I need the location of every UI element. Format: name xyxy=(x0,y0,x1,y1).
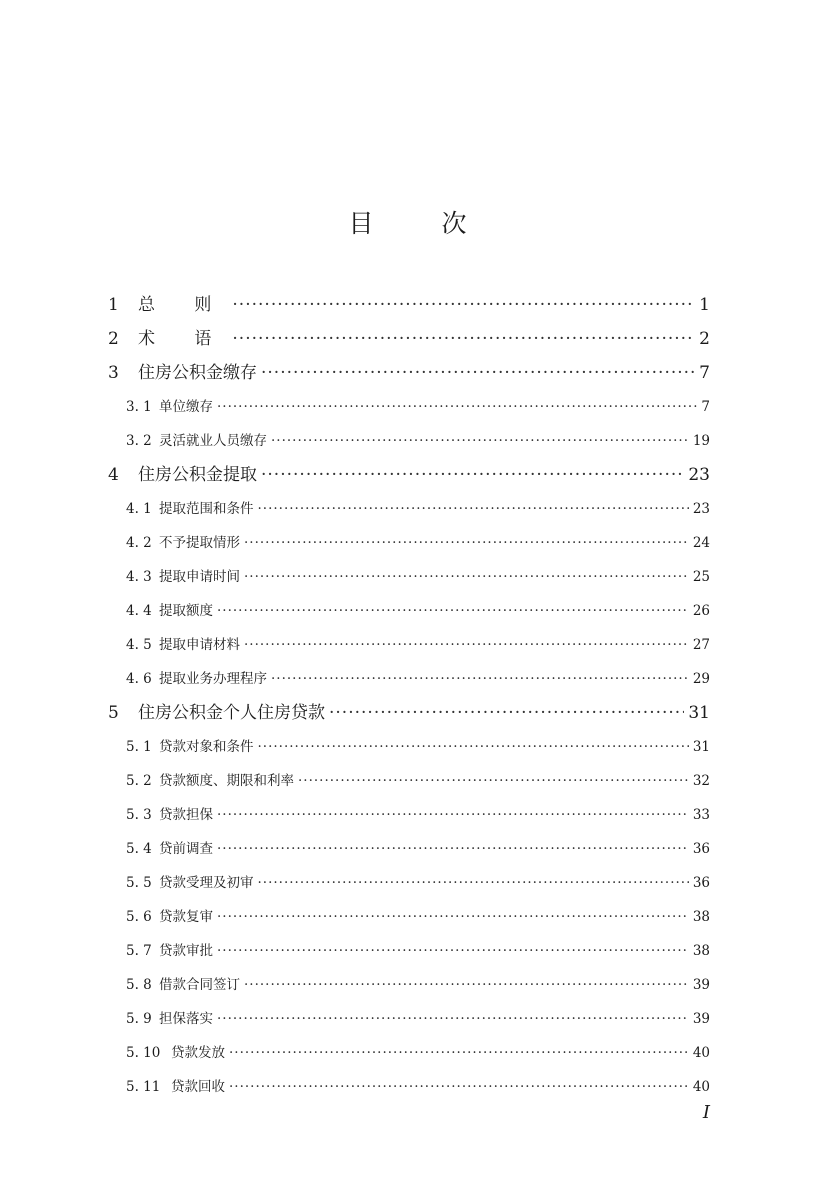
toc-entry[interactable] xyxy=(108,696,710,730)
toc-entry-page-number: 29 xyxy=(692,671,710,687)
toc-dot-leader xyxy=(217,390,697,424)
toc-entry-page-number: 7 xyxy=(701,399,710,415)
toc-entry-page-number: 38 xyxy=(692,943,710,959)
toc-entry[interactable] xyxy=(108,764,710,798)
toc-entry-title: 提取额度 xyxy=(159,603,213,619)
toc-title: 目 次 xyxy=(348,209,497,238)
toc-entry-title: 贷款受理及初审 xyxy=(159,875,254,891)
toc-entry[interactable] xyxy=(108,356,710,390)
toc-entry-page-number: 7 xyxy=(699,363,710,383)
toc-dot-leader xyxy=(244,628,689,662)
toc-entry-number: 5. 6 xyxy=(126,909,152,925)
toc-entry-number: 4. 1 xyxy=(126,501,152,517)
toc-entry-title: 总 则 xyxy=(138,295,229,315)
toc-entry-number: 5. 1 xyxy=(126,739,152,755)
toc-entry-page-number: 31 xyxy=(688,703,710,723)
toc-dot-leader xyxy=(261,356,695,390)
toc-entry-number: 3. 1 xyxy=(126,399,152,415)
toc-dot-leader xyxy=(329,696,684,730)
toc-entry-page-number: 25 xyxy=(692,569,710,585)
toc-entry-number: 1 xyxy=(108,295,119,315)
toc-entry-number: 3. 2 xyxy=(126,433,152,449)
toc-entry-page-number: 32 xyxy=(692,773,710,789)
toc-entry-number: 4. 4 xyxy=(126,603,152,619)
toc-entry[interactable] xyxy=(108,492,710,526)
toc-entry-title: 提取业务办理程序 xyxy=(159,671,267,687)
toc-entry-page-number: 19 xyxy=(692,433,710,449)
toc-dot-leader xyxy=(217,594,689,628)
toc-entry-title: 贷款审批 xyxy=(159,943,213,959)
toc-entry-page-number: 1 xyxy=(699,295,710,315)
toc-dot-leader xyxy=(258,730,689,764)
toc-entry-title: 担保落实 xyxy=(159,1011,213,1027)
toc-entry-number: 5. 2 xyxy=(126,773,152,789)
toc-entry-page-number: 39 xyxy=(692,1011,710,1027)
toc-dot-leader xyxy=(261,458,684,492)
toc-entry[interactable] xyxy=(108,628,710,662)
toc-entry-title: 贷款回收 xyxy=(171,1079,225,1095)
toc-entry[interactable] xyxy=(108,1002,710,1036)
toc-entry-title: 术 语 xyxy=(138,329,229,349)
toc-entry-page-number: 23 xyxy=(688,465,710,485)
page-folio: I xyxy=(702,1102,710,1123)
toc-entry-title: 提取范围和条件 xyxy=(159,501,254,517)
toc-entry-page-number: 39 xyxy=(692,977,710,993)
toc-entry[interactable] xyxy=(108,866,710,900)
toc-entry-title: 灵活就业人员缴存 xyxy=(159,433,267,449)
toc-entry[interactable] xyxy=(108,526,710,560)
toc-entry-number: 4. 3 xyxy=(126,569,152,585)
toc-dot-leader xyxy=(229,1070,689,1104)
toc-dot-leader xyxy=(217,832,689,866)
toc-entry-page-number: 38 xyxy=(692,909,710,925)
toc-entry-page-number: 31 xyxy=(692,739,710,755)
toc-entry-page-number: 24 xyxy=(692,535,710,551)
toc-entry-title: 贷款担保 xyxy=(159,807,213,823)
toc-entry-number: 5. 9 xyxy=(126,1011,152,1027)
toc-entry-number: 5. 3 xyxy=(126,807,152,823)
toc-entry[interactable] xyxy=(108,322,710,356)
toc-dot-leader xyxy=(232,288,695,322)
toc-entry-number: 5. 10 xyxy=(126,1045,161,1061)
toc-entry-page-number: 36 xyxy=(692,875,710,891)
toc-entry[interactable] xyxy=(108,832,710,866)
toc-dot-leader xyxy=(217,1002,689,1036)
toc-entry-page-number: 40 xyxy=(692,1079,710,1095)
toc-entry[interactable] xyxy=(108,968,710,1002)
toc-dot-leader xyxy=(217,934,689,968)
toc-dot-leader xyxy=(298,764,689,798)
toc-entry-page-number: 36 xyxy=(692,841,710,857)
toc-entry-page-number: 26 xyxy=(692,603,710,619)
toc-entry-number: 3 xyxy=(108,363,119,383)
toc-entry-number: 5. 5 xyxy=(126,875,152,891)
toc-entry-title: 不予提取情形 xyxy=(159,535,240,551)
toc-entry-page-number: 2 xyxy=(699,329,710,349)
toc-entry[interactable] xyxy=(108,390,710,424)
toc-dot-leader xyxy=(258,866,689,900)
toc-dot-leader xyxy=(232,322,695,356)
toc-entry-title: 贷款发放 xyxy=(171,1045,225,1061)
toc-entry-title: 住房公积金个人住房贷款 xyxy=(138,703,325,723)
toc-dot-leader xyxy=(244,526,689,560)
toc-entry[interactable] xyxy=(108,662,710,696)
toc-entry-number: 5. 7 xyxy=(126,943,152,959)
toc-entry[interactable] xyxy=(108,458,710,492)
toc-dot-leader xyxy=(217,798,689,832)
toc-entry-number: 5. 11 xyxy=(126,1079,161,1095)
toc-entry-page-number: 27 xyxy=(692,637,710,653)
toc-entry[interactable] xyxy=(108,594,710,628)
toc-entry[interactable] xyxy=(108,560,710,594)
toc-dot-leader xyxy=(244,968,689,1002)
toc-entry[interactable] xyxy=(108,730,710,764)
toc-entry-title: 贷款对象和条件 xyxy=(159,739,254,755)
toc-entry-number: 5. 4 xyxy=(126,841,152,857)
toc-entry-number: 5. 8 xyxy=(126,977,152,993)
toc-entry[interactable] xyxy=(108,424,710,458)
toc-entry-number: 4 xyxy=(108,465,119,485)
toc-dot-leader xyxy=(271,424,689,458)
toc-entry-page-number: 23 xyxy=(692,501,710,517)
toc-entry-title: 住房公积金缴存 xyxy=(138,363,257,383)
toc-entry-page-number: 40 xyxy=(692,1045,710,1061)
toc-entry-page-number: 33 xyxy=(692,807,710,823)
toc-entry-number: 4. 5 xyxy=(126,637,152,653)
toc-entry[interactable] xyxy=(108,288,710,322)
toc-entry-title: 借款合同签订 xyxy=(159,977,240,993)
toc-entry[interactable] xyxy=(108,1036,710,1070)
toc-entry-title: 单位缴存 xyxy=(159,399,213,415)
toc-entry-title: 贷前调查 xyxy=(159,841,213,857)
toc-entry-title: 提取申请时间 xyxy=(159,569,240,585)
toc-dot-leader xyxy=(244,560,689,594)
toc-entry-number: 4. 2 xyxy=(126,535,152,551)
toc-entry-title: 住房公积金提取 xyxy=(138,465,257,485)
toc-entry-number: 5 xyxy=(108,703,119,723)
toc-entry-title: 贷款额度、期限和利率 xyxy=(159,773,294,789)
toc-dot-leader xyxy=(217,900,689,934)
toc-entry-number: 4. 6 xyxy=(126,671,152,687)
toc-entry[interactable] xyxy=(108,900,710,934)
toc-dot-leader xyxy=(258,492,689,526)
toc-entry[interactable] xyxy=(108,1070,710,1104)
toc-entry-number: 2 xyxy=(108,329,119,349)
toc-entry-title: 提取申请材料 xyxy=(159,637,240,653)
toc-dot-leader xyxy=(229,1036,689,1070)
toc-entry[interactable] xyxy=(108,798,710,832)
toc-dot-leader xyxy=(271,662,689,696)
toc-entry[interactable] xyxy=(108,934,710,968)
toc-entry-title: 贷款复审 xyxy=(159,909,213,925)
toc-list xyxy=(108,288,710,1104)
